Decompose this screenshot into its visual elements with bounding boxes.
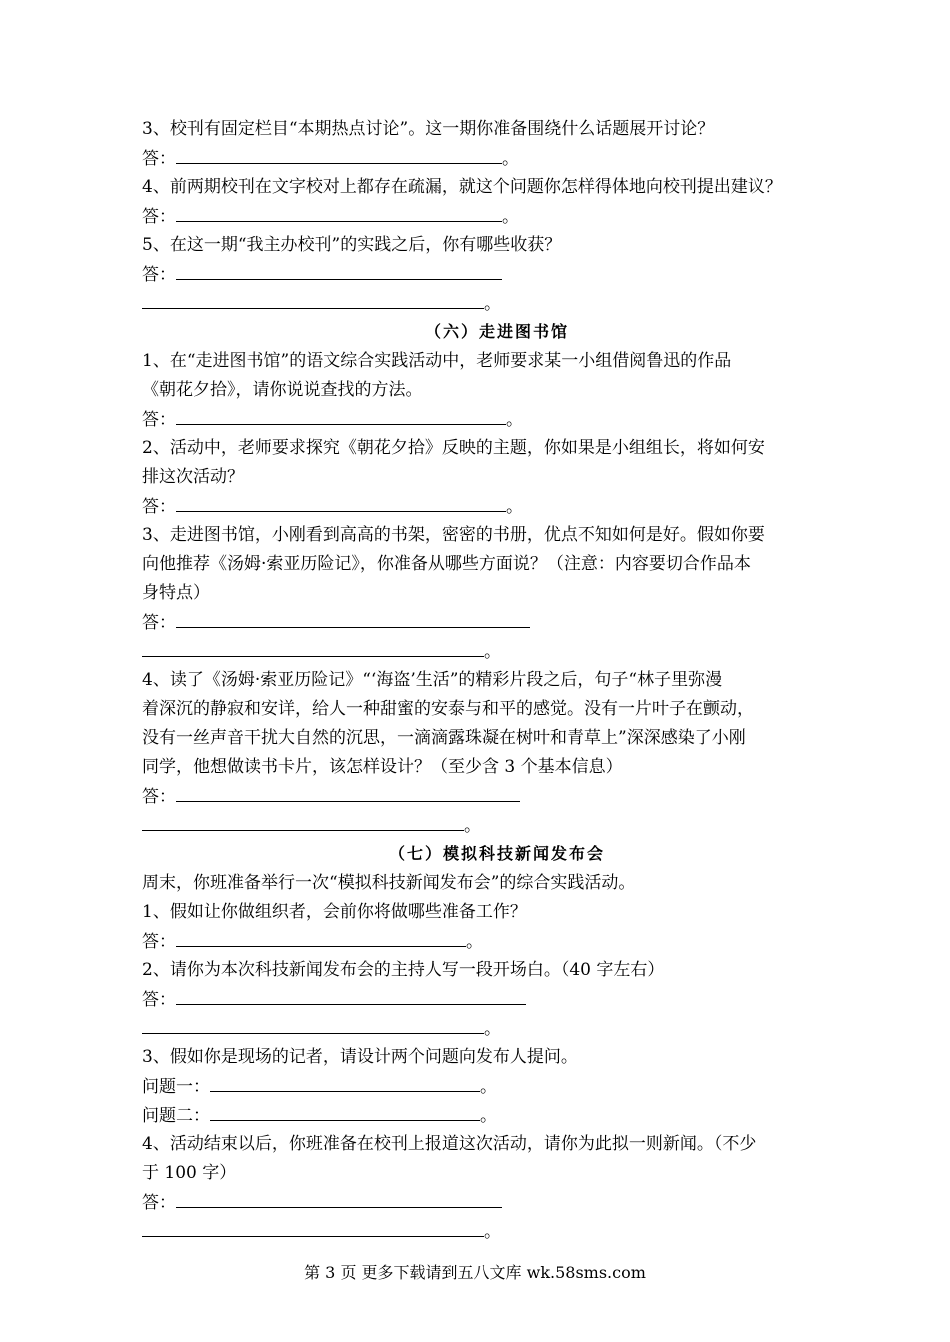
answer-blank[interactable] bbox=[142, 290, 484, 309]
answer-label: 答： bbox=[142, 613, 176, 633]
answer-label: 答： bbox=[142, 990, 176, 1010]
answer-continuation bbox=[142, 290, 852, 319]
period: 。 bbox=[484, 642, 501, 662]
question-6-3-line3: 身特点） bbox=[142, 583, 210, 603]
section-7-heading: （七）模拟科技新闻发布会 bbox=[388, 844, 605, 863]
question-6-4-line1: 4、读了《汤姆·索亚历险记》“‘海盗’生活”的精彩片段之后，句子“林子里弥漫 bbox=[142, 670, 723, 690]
question-6-4-line4: 同学，他想做读书卡片，该怎样设计？（至少含 3 个基本信息） bbox=[142, 757, 623, 777]
period: 。 bbox=[502, 149, 519, 169]
answer-line bbox=[142, 609, 852, 638]
period: 。 bbox=[484, 1019, 501, 1039]
answer-label: 答： bbox=[142, 149, 176, 169]
answer-continuation bbox=[142, 812, 852, 841]
period: 。 bbox=[464, 816, 481, 836]
answer-label: 答： bbox=[142, 410, 176, 430]
answer-line bbox=[142, 928, 852, 957]
question-6-2-line2: 排这次活动？ bbox=[142, 467, 244, 487]
question-6-1-line2: 《朝花夕拾》，请你说说查找的方法。 bbox=[142, 380, 423, 400]
question-7-4-line2: 于 100 字） bbox=[142, 1163, 237, 1183]
answer-continuation bbox=[142, 638, 852, 667]
answer-continuation bbox=[142, 1015, 852, 1044]
period: 。 bbox=[480, 1106, 497, 1126]
answer-blank[interactable] bbox=[176, 203, 502, 222]
question-6-4-line2: 着深沉的静寂和安详，给人一种甜蜜的安泰与和平的感觉。没有一片叶子在颤动， bbox=[142, 699, 754, 719]
period: 。 bbox=[502, 207, 519, 227]
answer-blank[interactable] bbox=[176, 928, 466, 947]
question-7-3: 3、假如你是现场的记者，请设计两个问题向发布人提问。 bbox=[142, 1047, 578, 1067]
answer-line bbox=[142, 203, 852, 232]
question-5-4: 4、前两期校刊在文字校对上都存在疏漏，就这个问题你怎样得体地向校刊提出建议？ bbox=[142, 177, 782, 197]
question-6-3-line2: 向他推荐《汤姆·索亚历险记》，你准备从哪些方面说？（注意：内容要切合作品本 bbox=[142, 554, 751, 574]
answer-blank[interactable] bbox=[176, 493, 506, 512]
page-footer: 第 3 页 更多下载请到五八文库 wk.58sms.com bbox=[304, 1263, 646, 1282]
answer-blank[interactable] bbox=[176, 1189, 502, 1208]
answer-label: 答： bbox=[142, 787, 176, 807]
question-6-4-line3: 没有一丝声音干扰大自然的沉思，一滴滴露珠凝在树叶和青草上”深深感染了小刚 bbox=[142, 728, 746, 748]
question-one-line bbox=[142, 1073, 852, 1102]
answer-line bbox=[142, 1189, 852, 1218]
question-5-5: 5、在这一期“我主办校刊”的实践之后，你有哪些收获？ bbox=[142, 235, 562, 255]
question-one-blank[interactable] bbox=[210, 1073, 480, 1092]
answer-line bbox=[142, 261, 852, 290]
answer-blank[interactable] bbox=[176, 406, 506, 425]
question-two-label: 问题二： bbox=[142, 1106, 210, 1126]
question-6-1-line1: 1、在“走进图书馆”的语文综合实践活动中，老师要求某一小组借阅鲁迅的作品 bbox=[142, 351, 732, 371]
answer-line bbox=[142, 986, 852, 1015]
document-page bbox=[142, 116, 852, 1247]
answer-label: 答： bbox=[142, 1193, 176, 1213]
question-7-1: 1、假如让你做组织者，会前你将做哪些准备工作？ bbox=[142, 902, 527, 922]
answer-line bbox=[142, 406, 852, 435]
period: 。 bbox=[466, 932, 483, 952]
period: 。 bbox=[484, 294, 501, 314]
answer-line bbox=[142, 145, 852, 174]
question-7-2: 2、请你为本次科技新闻发布会的主持人写一段开场白。（40 字左右） bbox=[142, 960, 665, 980]
section-7-intro: 周末，你班准备举行一次“模拟科技新闻发布会”的综合实践活动。 bbox=[142, 873, 636, 893]
answer-label: 答： bbox=[142, 207, 176, 227]
question-two-blank[interactable] bbox=[210, 1102, 480, 1121]
answer-blank[interactable] bbox=[142, 638, 484, 657]
question-6-2-line1: 2、活动中，老师要求探究《朝花夕拾》反映的主题，你如果是小组组长，将如何安 bbox=[142, 438, 765, 458]
answer-line bbox=[142, 493, 852, 522]
answer-label: 答： bbox=[142, 497, 176, 517]
period: 。 bbox=[480, 1077, 497, 1097]
period: 。 bbox=[484, 1222, 501, 1242]
answer-label: 答： bbox=[142, 932, 176, 952]
period: 。 bbox=[506, 410, 523, 430]
answer-label: 答： bbox=[142, 265, 176, 285]
answer-blank[interactable] bbox=[176, 261, 502, 280]
question-5-3: 3、校刊有固定栏目“本期热点讨论”。这一期你准备围绕什么话题展开讨论？ bbox=[142, 119, 715, 139]
question-one-label: 问题一： bbox=[142, 1077, 210, 1097]
period: 。 bbox=[506, 497, 523, 517]
answer-blank[interactable] bbox=[176, 145, 502, 164]
answer-blank[interactable] bbox=[142, 1218, 484, 1237]
answer-blank[interactable] bbox=[142, 812, 464, 831]
answer-blank[interactable] bbox=[176, 986, 526, 1005]
question-7-4-line1: 4、活动结束以后，你班准备在校刊上报道这次活动，请你为此拟一则新闻。（不少 bbox=[142, 1134, 757, 1154]
answer-blank[interactable] bbox=[142, 1015, 484, 1034]
answer-blank[interactable] bbox=[176, 783, 520, 802]
question-6-3-line1: 3、走进图书馆，小刚看到高高的书架，密密的书册，优点不知如何是好。假如你要 bbox=[142, 525, 765, 545]
question-two-line bbox=[142, 1102, 852, 1131]
answer-blank[interactable] bbox=[176, 609, 530, 628]
section-6-heading: （六）走进图书馆 bbox=[424, 322, 569, 341]
answer-continuation bbox=[142, 1218, 852, 1247]
answer-line bbox=[142, 783, 852, 812]
